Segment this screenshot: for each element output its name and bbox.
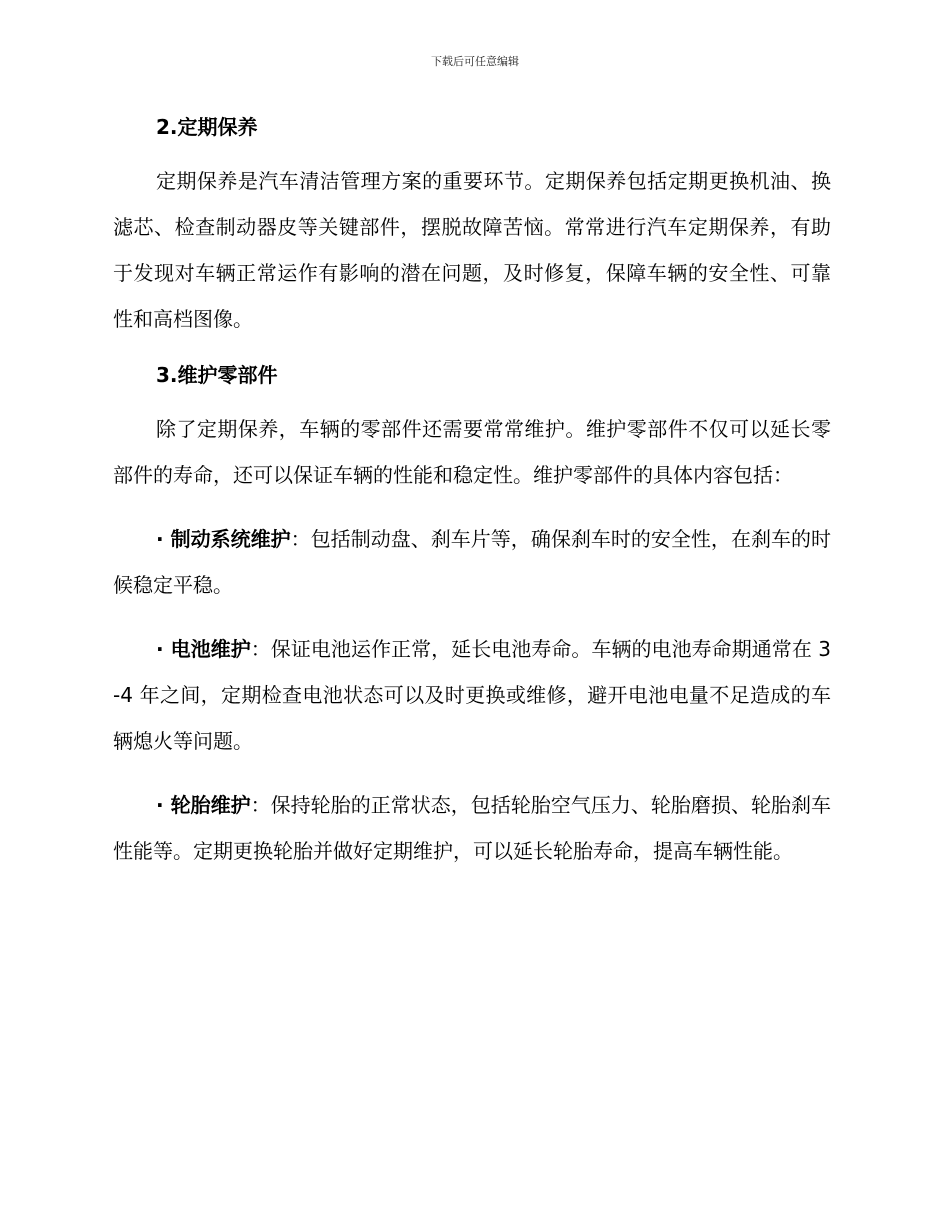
list-item-text: ：保证电池运作正常，延长电池寿命。车辆的电池寿命期通常在 3-4 年之间，定期检查电池状态可以及时更换或维修，避开电池电量不足造成的车辆熄火等问题。 <box>113 637 831 753</box>
page-header-note: 下载后可任意编辑 <box>431 55 519 68</box>
section-heading-parts: 3.维护零部件 <box>156 363 278 387</box>
list-item-term: · 轮胎维护 <box>156 793 251 817</box>
document-body <box>113 112 831 874</box>
section-paragraph-parts: 除了定期保养，车辆的零部件还需要常常维护。维护零部件不仅可以延长零部件的寿命，还可以保证车辆的性能和稳定性。维护零部件的具体内容包括： <box>113 417 831 487</box>
list-item-brake <box>113 516 831 608</box>
section-paragraph-maintenance: 定期保养是汽车清洁管理方案的重要环节。定期保养包括定期更换机油、换滤芯、检查制动器皮等关键部件，摆脱故障苦恼。常常进行汽车定期保养，有助于发现对车辆正常运作有影响的潜在问题，及时修复，保障车辆的安全性、可靠性和高档图像。 <box>113 169 831 331</box>
list-item-term: · 电池维护 <box>156 637 251 661</box>
list-item-text: ：包括制动盘、刹车片等，确保刹车时的安全性，在刹车的时候稳定平稳。 <box>113 527 832 597</box>
list-item-text: ：保持轮胎的正常状态，包括轮胎空气压力、轮胎磨损、轮胎刹车性能等。定期更换轮胎并做好定期维护，可以延长轮胎寿命，提高车辆性能。 <box>113 793 832 863</box>
section-heading-maintenance: 2.定期保养 <box>156 115 258 139</box>
list-item-tire <box>113 782 831 874</box>
list-item-battery <box>113 626 831 764</box>
list-item-term: · 制动系统维护 <box>156 527 291 551</box>
